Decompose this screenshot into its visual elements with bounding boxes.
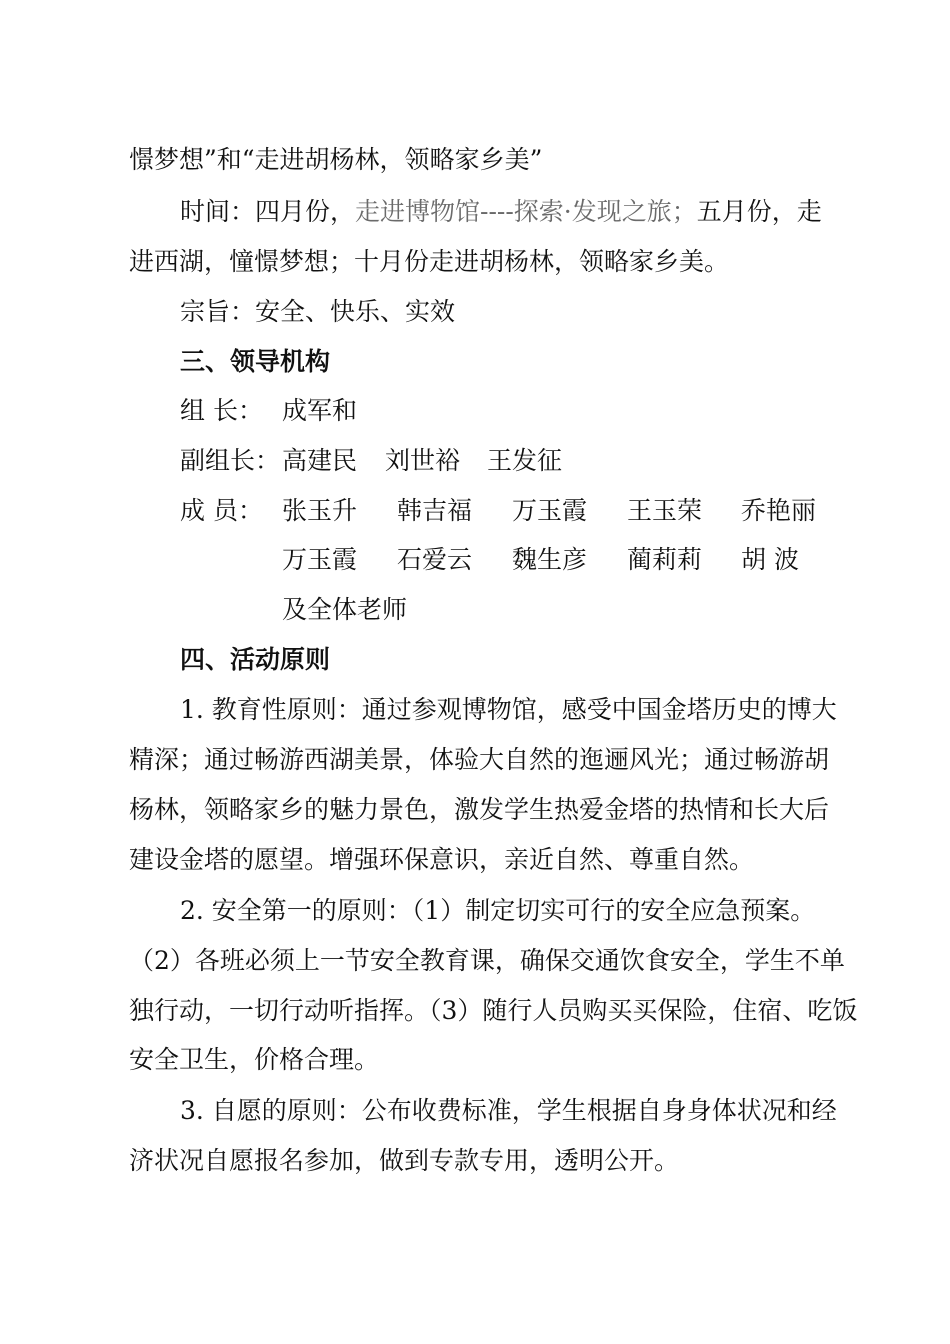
member-name: 韩吉福: [397, 496, 473, 525]
section3-heading: 三、领导机构: [180, 347, 331, 376]
deputy-name: 刘世裕: [385, 446, 461, 475]
principle2-line: 独行动，一切行动听指挥。（3）随行人员购买买保险，住宿、吃饭: [129, 996, 858, 1025]
principle2-line: （2）各班必须上一节安全教育课，确保交通饮食安全，学生不单: [129, 946, 845, 975]
member-name: 胡 波: [741, 545, 799, 574]
principle1-line: 精深；通过畅游西湖美景，体验大自然的迤逦风光；通过畅游胡: [129, 745, 830, 774]
deputy-label: 副组长：: [180, 446, 281, 475]
member-all-teachers: 及全体老师: [282, 595, 408, 624]
member-name: 万玉霞: [282, 545, 358, 574]
deputy-name: 高建民: [282, 446, 358, 475]
member-name: 魏生彦: [512, 545, 588, 574]
principle1-line: 建设金塔的愿望。增强环保意识，亲近自然、尊重自然。: [129, 845, 755, 874]
time-line-1: [180, 195, 822, 229]
member-name: 张玉升: [282, 496, 358, 525]
member-name: 万玉霞: [512, 496, 588, 525]
purpose-line: 宗旨：安全、快乐、实效: [180, 297, 456, 326]
member-label: 成 员：: [180, 496, 263, 525]
principle3-line: 济状况自愿报名参加，做到专款专用，透明公开。: [129, 1146, 680, 1175]
leader-name: 成军和: [282, 396, 358, 425]
time-rest: 五月份，走: [696, 197, 822, 226]
principle2-line: 2. 安全第一的原则：（1）制定切实可行的安全应急预案。: [180, 896, 816, 925]
principle3-line: 3. 自愿的原则：公布收费标准，学生根据自身身体状况和经: [180, 1096, 837, 1125]
principle2-line: 安全卫生，价格合理。: [129, 1045, 380, 1074]
member-name: 蔺莉莉: [627, 545, 703, 574]
principle1-line: 杨林，领略家乡的魅力景色，激发学生热爱金塔的热情和长大后: [129, 795, 830, 824]
principle1-line: 1. 教育性原则：通过参观博物馆，感受中国金塔历史的博大: [180, 695, 837, 724]
member-name: 乔艳丽: [741, 496, 817, 525]
deputy-name: 王发征: [487, 446, 563, 475]
time-label: 时间：四月份，: [180, 197, 356, 226]
member-name: 王玉荣: [627, 496, 703, 525]
section4-heading: 四、活动原则: [180, 645, 331, 674]
member-name: 石爱云: [397, 545, 473, 574]
time-museum: 走进博物馆----探索·发现之旅；: [355, 197, 697, 226]
intro-continuation: 憬梦想”和“走进胡杨林，领略家乡美”: [129, 145, 543, 174]
leader-label: 组 长：: [180, 396, 263, 425]
time-line-2: 进西湖，憧憬梦想；十月份走进胡杨林，领略家乡美。: [129, 247, 730, 276]
